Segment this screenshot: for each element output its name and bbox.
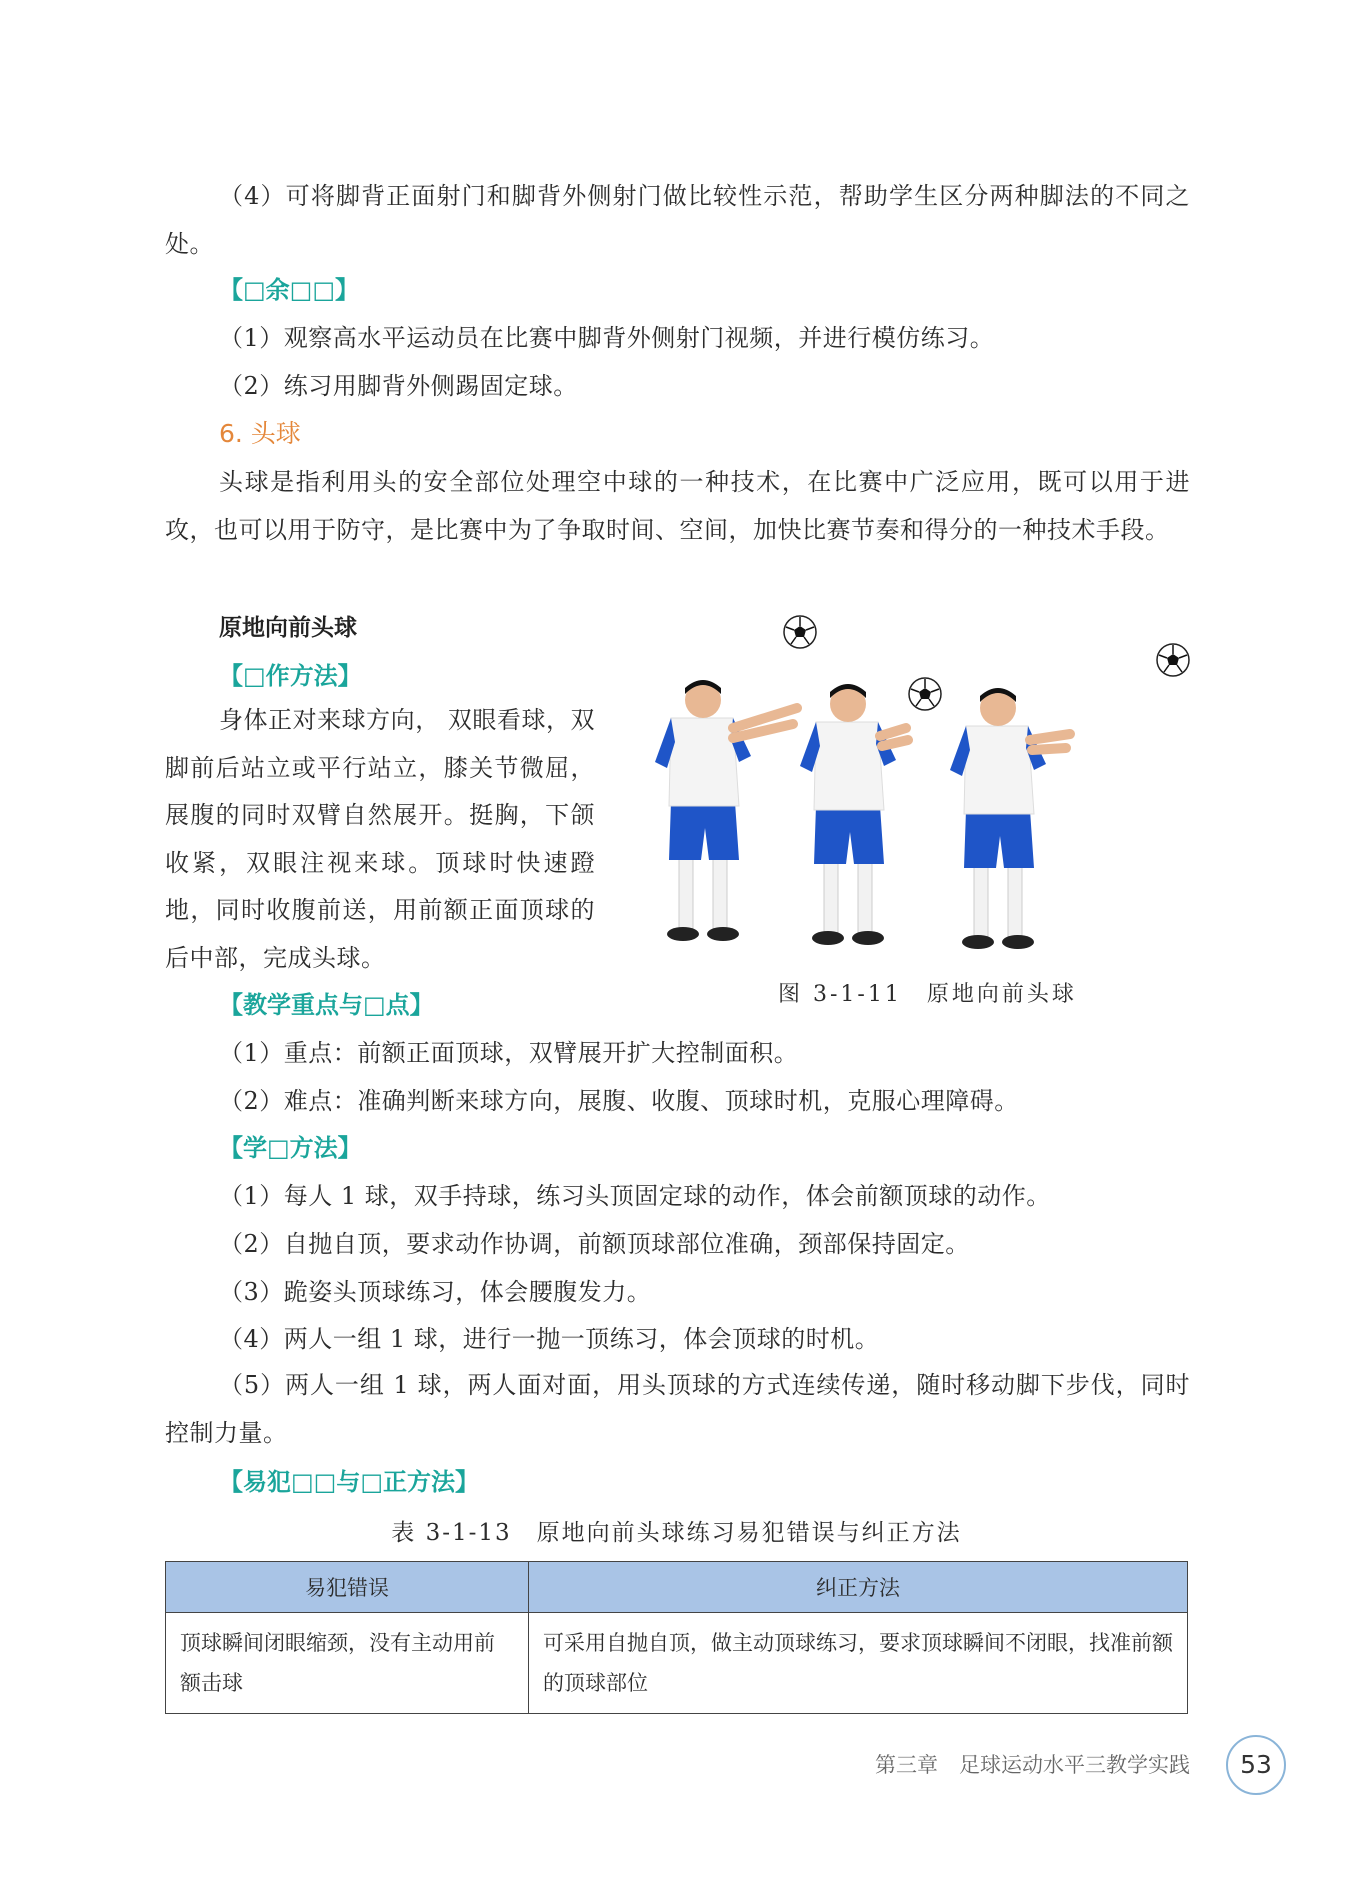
practice-item-5: （5）两人一组 1 球，两人面对面，用头顶球的方式连续传递，随时移动脚下步伐，同时控制力量。 [165,1371,1190,1447]
heading-practice-methods: 【学□方法】 [219,1134,362,1162]
table-cell: 顶球瞬间闭眼缩颈，没有主动用前额击球 [166,1613,529,1714]
key-point-item-2: （2）难点：准确判断来球方向，展腹、收腹、顶球时机，克服心理障碍。 [219,1087,1019,1115]
table-row [166,1613,1188,1714]
heading-after-class-practice: 【□余□□】 [219,276,360,304]
practice-item-2: （2）自抛自顶，要求动作协调，前额顶球部位准确，颈部保持固定。 [219,1230,970,1258]
paragraph-demo-comparison: （4）可将脚背正面射门和脚背外侧射门做比较性示范，帮助学生区分两种脚法的不同之处。 [165,182,1190,258]
table-header-cell: 易犯错误 [166,1562,529,1613]
ball-icon [909,678,941,710]
player-phase-3 [950,688,1070,949]
player-phase-2 [800,684,908,945]
player-phase-1 [655,680,797,941]
practice-item-1: （1）每人 1 球，双手持球，练习头顶固定球的动作，体会前额顶球的动作。 [219,1182,1051,1210]
table-header-cell: 纠正方法 [529,1562,1188,1613]
heading-common-errors: 【易犯□□与□正方法】 [219,1468,480,1496]
table-cell: 可采用自抛自顶，做主动顶球练习，要求顶球瞬间不闭眼，找准前额的顶球部位 [529,1613,1188,1714]
ball-icon [784,616,816,648]
after-class-item-1: （1）观察高水平运动员在比赛中脚背外侧射门视频，并进行模仿练习。 [219,324,995,352]
chapter-footer: 第三章 足球运动水平三教学实践 [875,1753,1190,1777]
header-sequence-figure [655,612,1215,982]
practice-item-4: （4）两人一组 1 球，进行一抛一顶练习，体会顶球的时机。 [219,1325,880,1353]
table-header-row [166,1562,1188,1613]
after-class-item-2: （2）练习用脚背外侧踢固定球。 [219,372,578,400]
section-title-heading: 6. 头球 [219,419,301,448]
key-point-item-1: （1）重点：前额正面顶球，双臂展开扩大控制面积。 [219,1039,799,1067]
subtitle-standing-header: 原地向前头球 [219,615,357,641]
errors-table [165,1561,1188,1714]
table-caption: 表 3-1-13 原地向前头球练习易犯错误与纠正方法 [391,1520,962,1546]
figure-caption: 图 3-1-11 原地向前头球 [778,982,1077,1007]
heading-key-points: 【教学重点与□点】 [219,991,434,1019]
practice-item-3: （3）跪姿头顶球练习，体会腰腹发力。 [219,1278,652,1306]
paragraph-technique: 身体正对来球方向， 双眼看球，双脚前后站立或平行站立，膝关节微屈，展腹的同时双臂自然展开。挺胸，下颌收紧，双眼注视来球。顶球时快速蹬地，同时收腹前送，用前额正面顶球的后中部，完成头球。 [165,706,595,972]
paragraph-heading-intro: 头球是指利用头的安全部位处理空中球的一种技术，在比赛中广泛应用，既可以用于进攻，也可以用于防守，是比赛中为了争取时间、空间，加快比赛节奏和得分的一种技术手段。 [165,468,1190,544]
page-number: 53 [1226,1735,1286,1795]
ball-icon [1157,644,1189,676]
heading-technique: 【□作方法】 [219,662,362,690]
